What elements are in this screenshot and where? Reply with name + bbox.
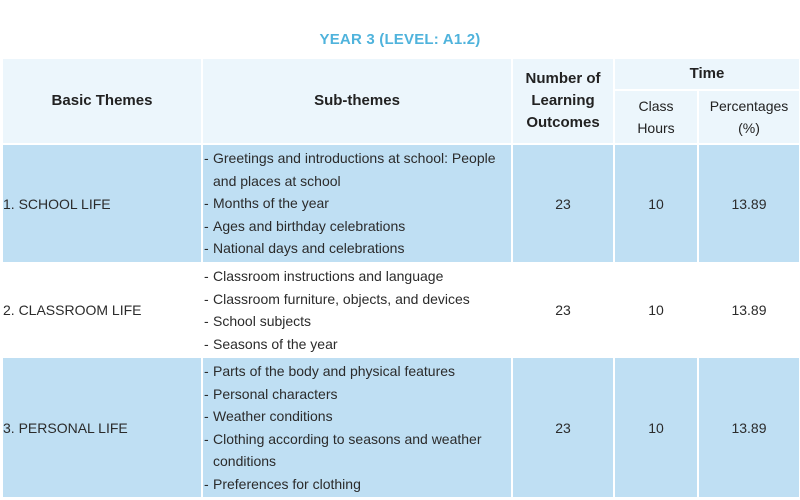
subtheme-text: Clothing according to seasons and weather conditions	[213, 430, 482, 469]
outcomes-cell: 23	[512, 357, 614, 498]
list-item: - Personal characters	[204, 385, 338, 402]
table-title: YEAR 3 (LEVEL: A1.2)	[319, 31, 481, 48]
list-item: - National days and celebrations	[204, 240, 405, 257]
header-class-hours	[614, 90, 698, 144]
hours-cell: 10	[614, 357, 698, 498]
subtheme-text: Seasons of the year	[213, 335, 338, 352]
percent-cell: 13.89	[698, 263, 800, 357]
subtheme-text: Preferences for clothing	[213, 475, 361, 492]
list-item: - Preferences for clothing	[204, 475, 361, 492]
subtheme-list	[203, 147, 511, 260]
list-item: - Greetings and introductions at school: People and places at school	[204, 150, 496, 189]
subthemes-cell	[202, 144, 512, 263]
header-number-of-outcomes	[512, 58, 614, 144]
subtheme-text: National days and celebrations	[213, 240, 405, 257]
theme-cell: 3. PERSONAL LIFE	[2, 357, 202, 498]
subthemes-cell	[202, 263, 512, 357]
table-row	[2, 357, 800, 498]
header-percentages-label: Percentages (%)	[709, 98, 789, 136]
table-row	[2, 144, 800, 263]
list-item: - Ages and birthday celebrations	[204, 217, 406, 234]
table-row	[2, 263, 800, 357]
curriculum-table	[1, 57, 800, 499]
outcomes-cell: 23	[512, 144, 614, 263]
subtheme-text: Weather conditions	[213, 408, 333, 424]
subtheme-text: Ages and birthday celebrations	[213, 217, 406, 234]
subtheme-text: Classroom instructions and language	[213, 268, 444, 284]
subthemes-cell	[202, 357, 512, 498]
theme-cell: 1. SCHOOL LIFE	[2, 144, 202, 263]
list-item: - Parts of the body and physical features	[204, 363, 456, 379]
subtheme-text: Classroom furniture, objects, and devices	[213, 290, 470, 307]
list-item: - Classroom furniture, objects, and devices	[204, 290, 470, 307]
subtheme-list	[203, 265, 511, 355]
subtheme-text: Personal characters	[213, 385, 338, 402]
list-item: - Classroom instructions and language	[204, 268, 444, 284]
header-class-hours-label: Class Hours	[637, 98, 675, 136]
header-percentages	[698, 90, 800, 144]
outcomes-cell: 23	[512, 263, 614, 357]
subtheme-text: Parts of the body and physical features	[213, 363, 456, 379]
list-item: - School subjects	[204, 313, 312, 329]
subtheme-list	[203, 360, 511, 495]
percent-cell: 13.89	[698, 357, 800, 498]
list-item: - Months of the year	[204, 195, 329, 212]
header-basic-themes: Basic Themes	[2, 58, 202, 144]
subtheme-text: School subjects	[213, 313, 312, 329]
header-number-of-outcomes-label: Number of Learning Outcomes	[525, 70, 601, 131]
list-item: - Weather conditions	[204, 408, 333, 424]
subtheme-text: Months of the year	[213, 195, 329, 212]
list-item: - Seasons of the year	[204, 335, 338, 352]
hours-cell: 10	[614, 144, 698, 263]
header-sub-themes: Sub-themes	[202, 58, 512, 144]
header-time: Time	[614, 58, 800, 90]
hours-cell: 10	[614, 263, 698, 357]
subtheme-text: Greetings and introductions at school: People and places at school	[213, 150, 496, 189]
percent-cell: 13.89	[698, 144, 800, 263]
list-item: - Clothing according to seasons and weather conditions	[204, 430, 482, 469]
theme-cell: 2. CLASSROOM LIFE	[2, 263, 202, 357]
